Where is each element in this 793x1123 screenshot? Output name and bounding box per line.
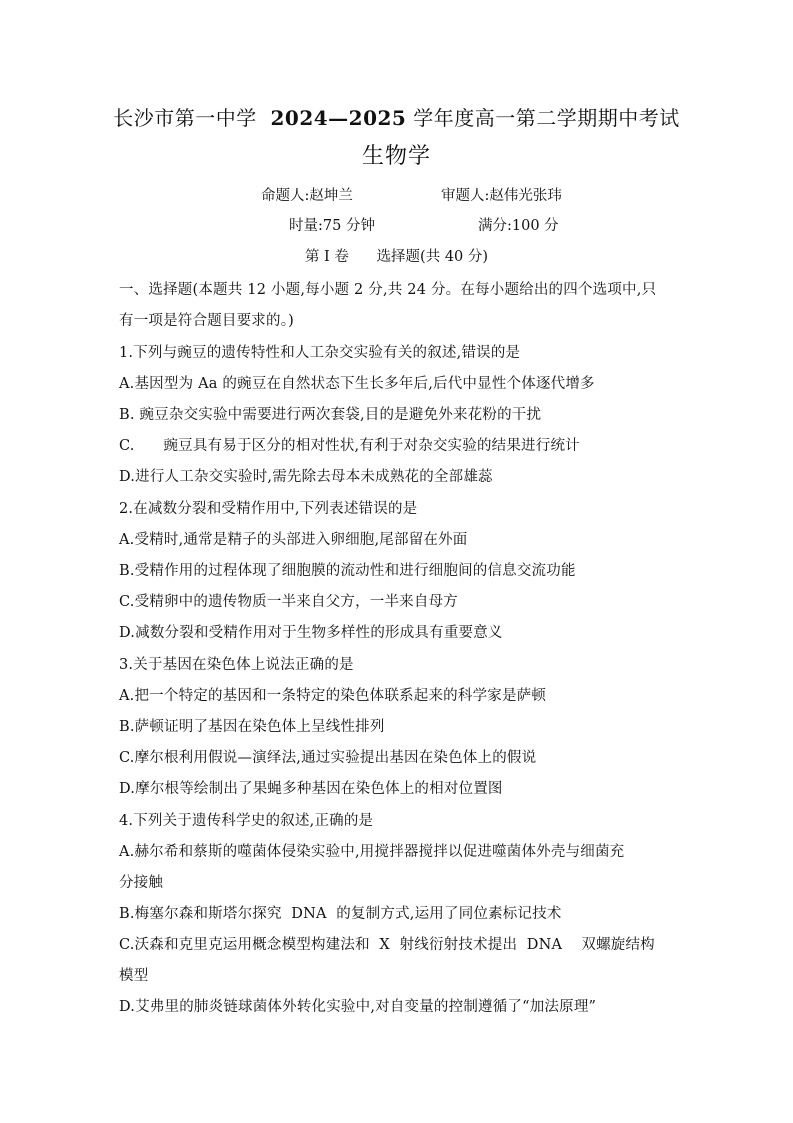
subject-title: 生物学 — [361, 144, 431, 169]
question-1-option-c: C. 豌豆具有易于区分的相对性状,有利于对杂交实验的结果进行统计 — [119, 438, 580, 454]
question-4-stem: 4.下列关于遗传科学史的叙述,正确的是 — [119, 813, 374, 829]
question-2-option-c: C.受精卵中的遗传物质一半来自父方，一半来自母方 — [119, 594, 458, 610]
question-2-option-a: A.受精时,通常是精子的头部进入卵细胞,尾部留在外面 — [119, 532, 468, 548]
title-school: 长沙市第一中学 — [113, 106, 257, 130]
volume-heading — [0, 247, 793, 267]
title-term: 学年度高一第二学期期中考试 — [413, 106, 680, 130]
question-4-option-a: A.赫尔希和蔡斯的噬菌体侵染实验中,用搅拌器搅拌以促进噬菌体外壳与细菌充 — [119, 844, 625, 860]
question-1-stem: 1.下列与豌豆的遗传特性和人工杂交实验有关的叙述,错误的是 — [119, 345, 521, 361]
reviewer-label: 审题人:赵伟光张玮 — [441, 188, 562, 204]
question-4-option-c: C.沃森和克里克运用概念模型构建法和 X 射线衍射技术提出 DNA 双螺旋结构 — [119, 937, 655, 953]
question-1-option-a: A.基因型为 Aa 的豌豆在自然状态下生长多年后,后代中显性个体逐代增多 — [119, 376, 595, 392]
time-label: 时量:75 分钟 — [289, 218, 375, 234]
score-label: 满分:100 分 — [478, 218, 559, 234]
question-3-option-d: D.摩尔根等绘制出了果蝇多种基因在染色体上的相对位置图 — [119, 781, 503, 797]
question-4-option-b: B.梅塞尔森和斯塔尔探究 DNA 的复制方式,运用了同位素标记技术 — [119, 906, 562, 922]
question-3-option-b: B.萨顿证明了基因在染色体上呈线性排列 — [119, 719, 385, 735]
question-2-option-d: D.减数分裂和受精作用对于生物多样性的形成具有重要意义 — [119, 625, 503, 641]
setter-label: 命题人:赵坤兰 — [261, 188, 353, 204]
question-3-option-a: A.把一个特定的基因和一条特定的染色体联系起来的科学家是萨顿 — [119, 688, 547, 704]
question-2-stem: 2.在减数分裂和受精作用中,下列表述错误的是 — [119, 501, 418, 517]
instructions-line-2: 有一项是符合题目要求的。) — [119, 313, 295, 329]
question-4-option-c-cont: 模型 — [119, 968, 149, 984]
question-3-stem: 3.关于基因在染色体上说法正确的是 — [119, 657, 354, 673]
exam-title — [0, 104, 793, 132]
volume-name: 选择题(共 40 分) — [376, 249, 489, 265]
volume-number: 第 I 卷 — [304, 249, 349, 265]
question-4-option-a-cont: 分接触 — [119, 875, 164, 891]
question-1-option-d: D.进行人工杂交实验时,需先除去母本未成熟花的全部雄蕊 — [119, 469, 493, 485]
title-years: 2024—2025 — [270, 106, 407, 130]
question-1-option-b: B. 豌豆杂交实验中需要进行两次套袋,目的是避免外来花粉的干扰 — [119, 407, 542, 423]
instructions-line-1: 一、选择题(本题共 12 小题,每小题 2 分,共 24 分。在每小题给出的四个选项中,只 — [119, 282, 657, 298]
question-3-option-c: C.摩尔根利用假说—演绎法,通过实验提出基因在染色体上的假说 — [119, 750, 537, 766]
question-2-option-b: B.受精作用的过程体现了细胞膜的流动性和进行细胞间的信息交流功能 — [119, 563, 576, 579]
question-4-option-d: D.艾弗里的肺炎链球菌体外转化实验中,对自变量的控制遵循了“加法原理” — [119, 999, 597, 1015]
